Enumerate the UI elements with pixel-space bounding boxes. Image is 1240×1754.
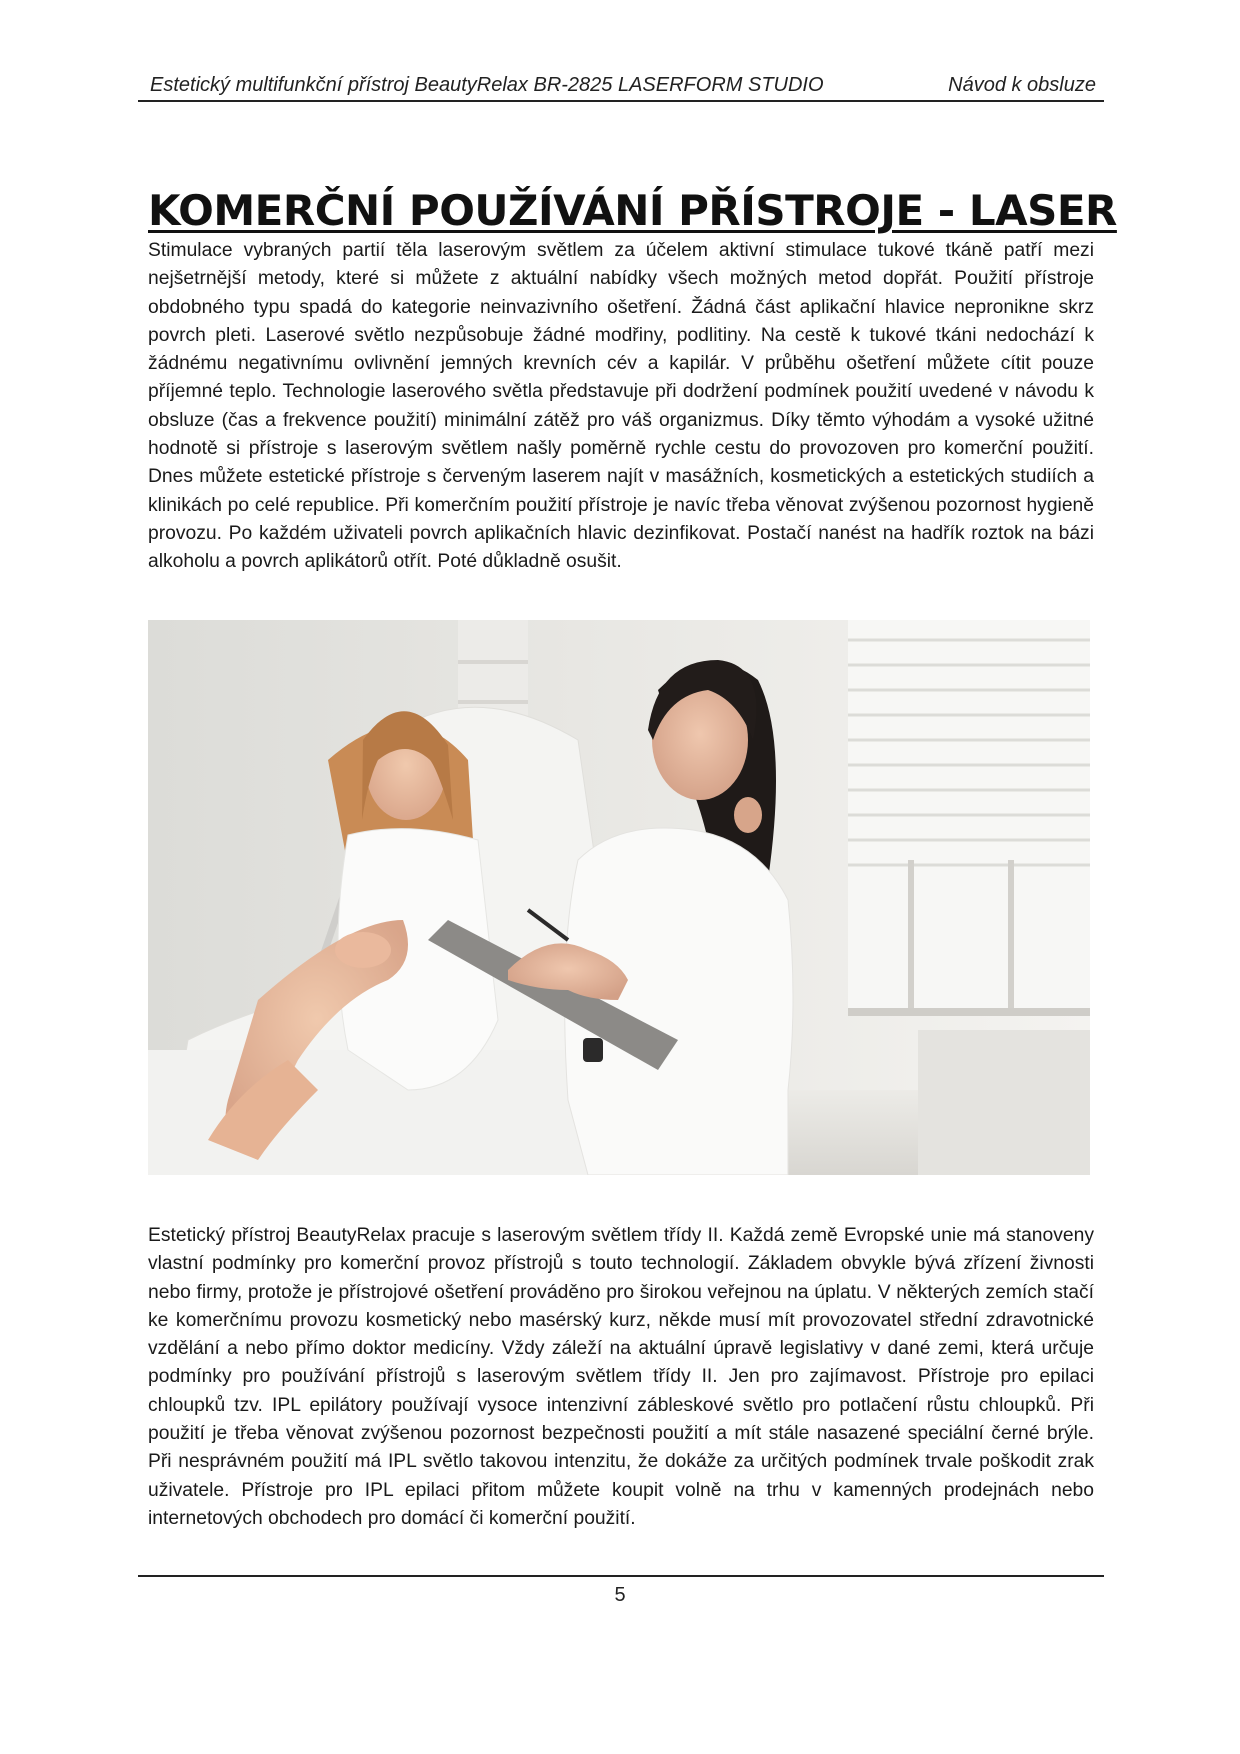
header-section-label: Návod k obsluze: [948, 74, 1096, 96]
header-document-title: Estetický multifunkční přístroj BeautyRelax BR-2825 LASERFORM STUDIO: [150, 74, 824, 96]
footer-divider: [138, 1575, 1104, 1577]
page-title: KOMERČNÍ POUŽÍVÁNÍ PŘÍSTROJE - LASER: [148, 186, 1117, 235]
paragraph-regulations: Estetický přístroj BeautyRelax pracuje s laserovým světlem třídy II. Každá země Evropské unie má stanoveny vlastní podmínky pro komerční provoz přístrojů s touto technologií. Základem obvykle bývá zřízení živnosti nebo firmy, protože je přístrojové ošetření prováděno pro širokou veřejnou na úplatu. V některých zemích stačí ke komerčnímu provozu kosmetický nebo masérský kurz, někde musí mít provozovatel střední zdravotnické vzdělání a nebo přímo doktor medicíny. Vždy záleží na aktuální úpravě legislativy v dané zemi, která určuje podmínky pro používání přístrojů s laserovým světlem třídy II. Jen pro zajímavost. Přístroje pro epilaci chloupků tzv. IPL epilátory používají vysoce intenzivní zábleskové světlo pro potlačení růstu chloupků. Při použití je třeba věnovat zvýšenou pozornost bezpečnosti použití a mít stále nasazené speciální černé brýle. Při nesprávném použití má IPL světlo takovou intenzitu, že dokáže za určitých podmínek trvale poškodit zrak uživatele. Přístroje pro IPL epilaci přitom můžete koupit volně na trhu v kamenných prodejnách nebo internetových obchodech pro domácí či komerční použití.: [148, 1225, 1094, 1529]
window-blinds: [848, 620, 1090, 1016]
paragraph-intro: Stimulace vybraných partií těla laserovým světlem za účelem aktivní stimulace tukové tkáně patří mezi nejšetrnější metody, které si můžete z aktuální nabídky všech možných metod dopřát. Použití přístroje obdobného typu spadá do kategorie neinvazivního ošetření. Žádná část aplikační hlavice nepronikne skrz povrch pleti. Laserové světlo nezpůsobuje žádné modřiny, podlitiny. Na cestě k tukové tkáni nedochází k žádnému negativnímu ovlivnění jemných krevních cév a kapilár. V průběhu ošetření můžete cítit pouze příjemné teplo. Technologie laserového světla představuje při dodržení podmínek použití uvedené v návodu k obsluze (čas a frekvence použití) minimální zátěž pro váš organizmus. Díky těmto výhodám a vysoké užitné hodnotě si přístroje s laserovým světlem našly poměrně rychle cestu do provozoven pro komerční použití. Dnes můžete estetické přístroje s červeným laserem najít v masážních, kosmetických a estetických studiích a klinikách po celé republice. Při komerčním použití přístroje je navíc třeba věnovat zvýšenou pozornost hygieně provozu. Po každém uživateli povrch aplikačních hlavic dezinfikovat. Postačí nanést na hadřík roztok na bázi alkoholu a povrch aplikátorů otřít. Poté důkladně osušit.: [148, 240, 1094, 573]
page-number: 5: [614, 1584, 626, 1606]
photo-clinic-staff-and-client: [148, 620, 1090, 1175]
page-header: [138, 72, 1104, 102]
